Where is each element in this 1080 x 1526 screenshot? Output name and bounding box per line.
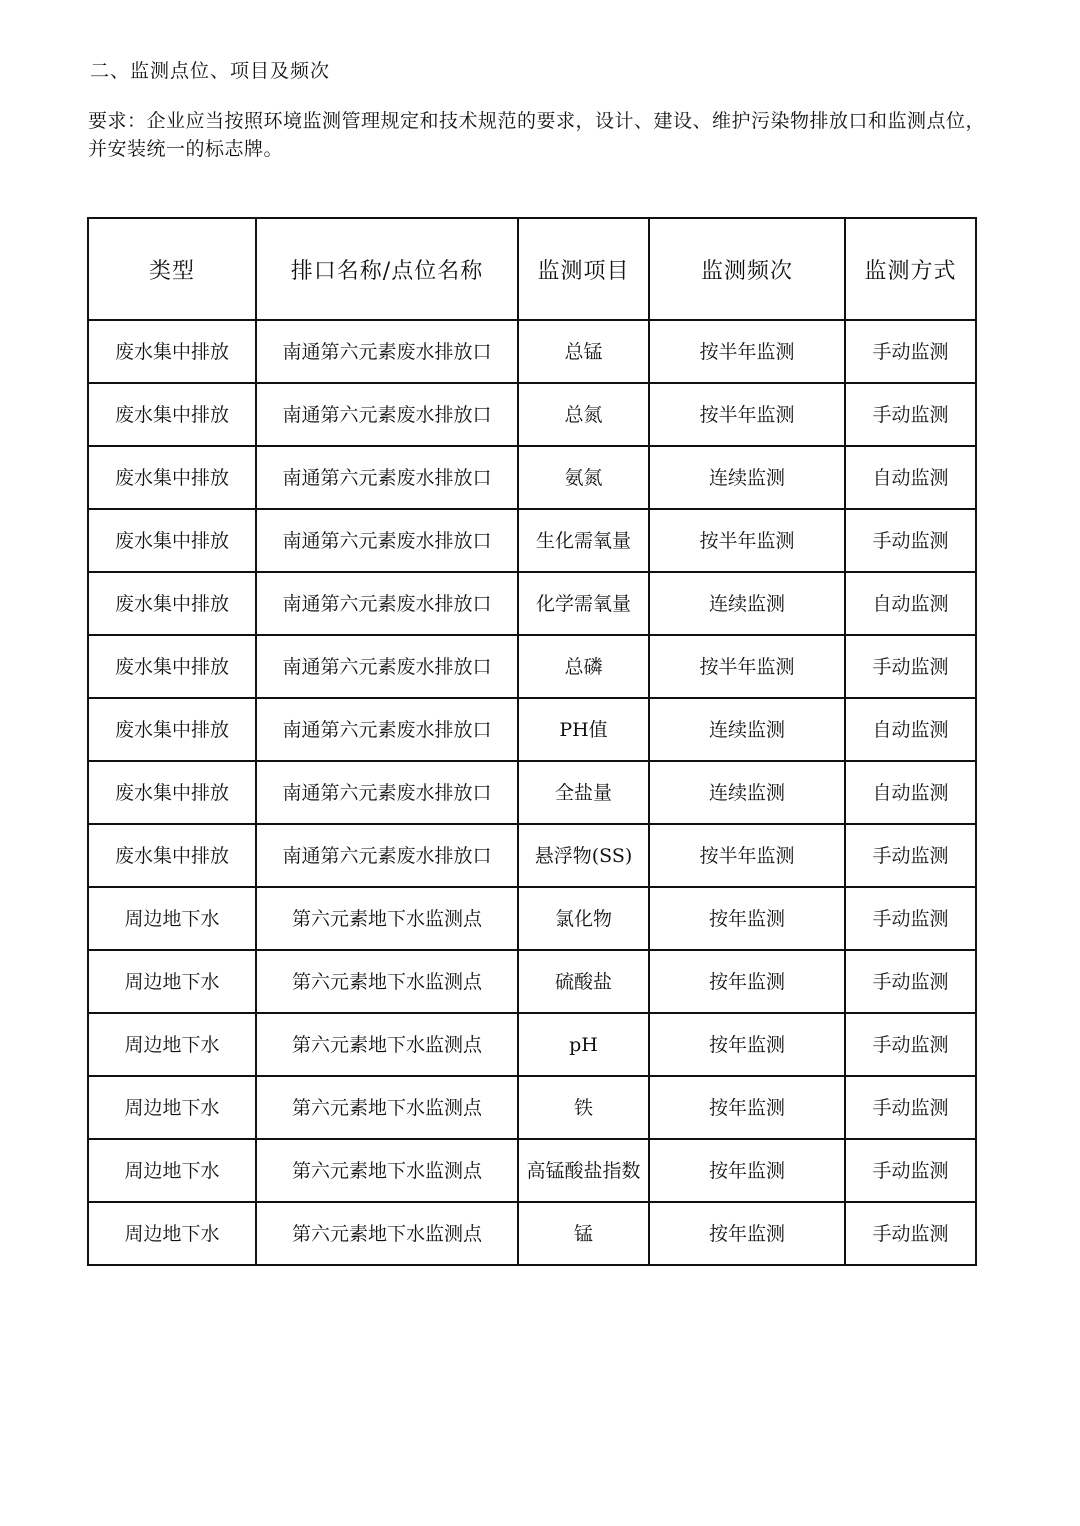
cell-monitoring-item: 全盐量 bbox=[518, 761, 649, 824]
cell-type: 废水集中排放 bbox=[88, 824, 256, 887]
cell-type: 废水集中排放 bbox=[88, 635, 256, 698]
cell-type: 周边地下水 bbox=[88, 1139, 256, 1202]
cell-monitoring-item: 铁 bbox=[518, 1076, 649, 1139]
table-row bbox=[88, 1139, 976, 1202]
cell-outlet-name: 南通第六元素废水排放口 bbox=[256, 446, 518, 509]
cell-monitoring-item: 化学需氧量 bbox=[518, 572, 649, 635]
cell-monitoring-frequency: 按半年监测 bbox=[649, 635, 845, 698]
cell-monitoring-item: 高锰酸盐指数 bbox=[518, 1139, 649, 1202]
cell-monitoring-frequency: 连续监测 bbox=[649, 698, 845, 761]
cell-outlet-name: 南通第六元素废水排放口 bbox=[256, 572, 518, 635]
cell-monitoring-item: 总氮 bbox=[518, 383, 649, 446]
table-row bbox=[88, 635, 976, 698]
cell-monitoring-frequency: 按年监测 bbox=[649, 1013, 845, 1076]
cell-outlet-name: 第六元素地下水监测点 bbox=[256, 1202, 518, 1265]
cell-outlet-name: 第六元素地下水监测点 bbox=[256, 1013, 518, 1076]
header-monitoring-item: 监测项目 bbox=[518, 218, 649, 320]
cell-outlet-name: 南通第六元素废水排放口 bbox=[256, 698, 518, 761]
cell-monitoring-method: 自动监测 bbox=[845, 572, 976, 635]
cell-monitoring-method: 手动监测 bbox=[845, 1076, 976, 1139]
monitoring-table bbox=[87, 217, 977, 1266]
cell-monitoring-frequency: 连续监测 bbox=[649, 572, 845, 635]
cell-monitoring-frequency: 按半年监测 bbox=[649, 383, 845, 446]
cell-monitoring-method: 自动监测 bbox=[845, 698, 976, 761]
cell-type: 废水集中排放 bbox=[88, 320, 256, 383]
cell-type: 周边地下水 bbox=[88, 950, 256, 1013]
cell-type: 废水集中排放 bbox=[88, 446, 256, 509]
cell-outlet-name: 第六元素地下水监测点 bbox=[256, 1076, 518, 1139]
cell-monitoring-frequency: 按年监测 bbox=[649, 1202, 845, 1265]
header-monitoring-frequency: 监测频次 bbox=[649, 218, 845, 320]
cell-monitoring-method: 手动监测 bbox=[845, 635, 976, 698]
requirement-paragraph: 要求：企业应当按照环境监测管理规定和技术规范的要求，设计、建设、维护污染物排放口和监测点位，并安装统一的标志牌。 bbox=[88, 110, 986, 160]
cell-monitoring-method: 手动监测 bbox=[845, 1139, 976, 1202]
table-row bbox=[88, 1202, 976, 1265]
cell-monitoring-frequency: 按半年监测 bbox=[649, 320, 845, 383]
cell-outlet-name: 南通第六元素废水排放口 bbox=[256, 635, 518, 698]
cell-monitoring-item: 总锰 bbox=[518, 320, 649, 383]
cell-type: 周边地下水 bbox=[88, 1202, 256, 1265]
table-row bbox=[88, 698, 976, 761]
cell-type: 周边地下水 bbox=[88, 887, 256, 950]
cell-type: 废水集中排放 bbox=[88, 698, 256, 761]
table-row bbox=[88, 887, 976, 950]
cell-monitoring-frequency: 连续监测 bbox=[649, 446, 845, 509]
cell-monitoring-item: 生化需氧量 bbox=[518, 509, 649, 572]
cell-monitoring-method: 手动监测 bbox=[845, 824, 976, 887]
cell-type: 周边地下水 bbox=[88, 1076, 256, 1139]
cell-monitoring-method: 手动监测 bbox=[845, 950, 976, 1013]
header-outlet-name: 排口名称/点位名称 bbox=[256, 218, 518, 320]
section-title: 二、监测点位、项目及频次 bbox=[90, 60, 331, 82]
header-monitoring-method: 监测方式 bbox=[845, 218, 976, 320]
cell-outlet-name: 第六元素地下水监测点 bbox=[256, 887, 518, 950]
cell-monitoring-method: 手动监测 bbox=[845, 320, 976, 383]
cell-monitoring-method: 手动监测 bbox=[845, 1013, 976, 1076]
cell-monitoring-frequency: 按年监测 bbox=[649, 1076, 845, 1139]
cell-outlet-name: 南通第六元素废水排放口 bbox=[256, 824, 518, 887]
cell-type: 废水集中排放 bbox=[88, 572, 256, 635]
cell-type: 废水集中排放 bbox=[88, 383, 256, 446]
table-row bbox=[88, 761, 976, 824]
cell-outlet-name: 第六元素地下水监测点 bbox=[256, 1139, 518, 1202]
table-row bbox=[88, 446, 976, 509]
cell-monitoring-item: 氨氮 bbox=[518, 446, 649, 509]
cell-type: 周边地下水 bbox=[88, 1013, 256, 1076]
table-row bbox=[88, 824, 976, 887]
table-row bbox=[88, 320, 976, 383]
cell-outlet-name: 南通第六元素废水排放口 bbox=[256, 320, 518, 383]
cell-monitoring-method: 自动监测 bbox=[845, 446, 976, 509]
cell-type: 废水集中排放 bbox=[88, 509, 256, 572]
cell-monitoring-item: 锰 bbox=[518, 1202, 649, 1265]
table-header-row bbox=[88, 218, 976, 320]
header-type: 类型 bbox=[88, 218, 256, 320]
table-row bbox=[88, 509, 976, 572]
cell-monitoring-item: pH bbox=[518, 1013, 649, 1076]
table-row bbox=[88, 1013, 976, 1076]
cell-monitoring-method: 手动监测 bbox=[845, 1202, 976, 1265]
cell-outlet-name: 第六元素地下水监测点 bbox=[256, 950, 518, 1013]
cell-monitoring-item: 悬浮物(SS) bbox=[518, 824, 649, 887]
cell-monitoring-frequency: 按年监测 bbox=[649, 1139, 845, 1202]
table-row bbox=[88, 572, 976, 635]
cell-monitoring-frequency: 连续监测 bbox=[649, 761, 845, 824]
cell-monitoring-method: 手动监测 bbox=[845, 509, 976, 572]
table-row bbox=[88, 1076, 976, 1139]
table-row bbox=[88, 950, 976, 1013]
cell-monitoring-frequency: 按半年监测 bbox=[649, 824, 845, 887]
cell-monitoring-frequency: 按年监测 bbox=[649, 950, 845, 1013]
cell-outlet-name: 南通第六元素废水排放口 bbox=[256, 383, 518, 446]
cell-monitoring-method: 自动监测 bbox=[845, 761, 976, 824]
cell-outlet-name: 南通第六元素废水排放口 bbox=[256, 761, 518, 824]
cell-monitoring-frequency: 按半年监测 bbox=[649, 509, 845, 572]
cell-monitoring-item: 氯化物 bbox=[518, 887, 649, 950]
cell-type: 废水集中排放 bbox=[88, 761, 256, 824]
cell-monitoring-item: PH值 bbox=[518, 698, 649, 761]
cell-outlet-name: 南通第六元素废水排放口 bbox=[256, 509, 518, 572]
cell-monitoring-frequency: 按年监测 bbox=[649, 887, 845, 950]
table-row bbox=[88, 383, 976, 446]
cell-monitoring-method: 手动监测 bbox=[845, 887, 976, 950]
cell-monitoring-item: 硫酸盐 bbox=[518, 950, 649, 1013]
cell-monitoring-method: 手动监测 bbox=[845, 383, 976, 446]
cell-monitoring-item: 总磷 bbox=[518, 635, 649, 698]
